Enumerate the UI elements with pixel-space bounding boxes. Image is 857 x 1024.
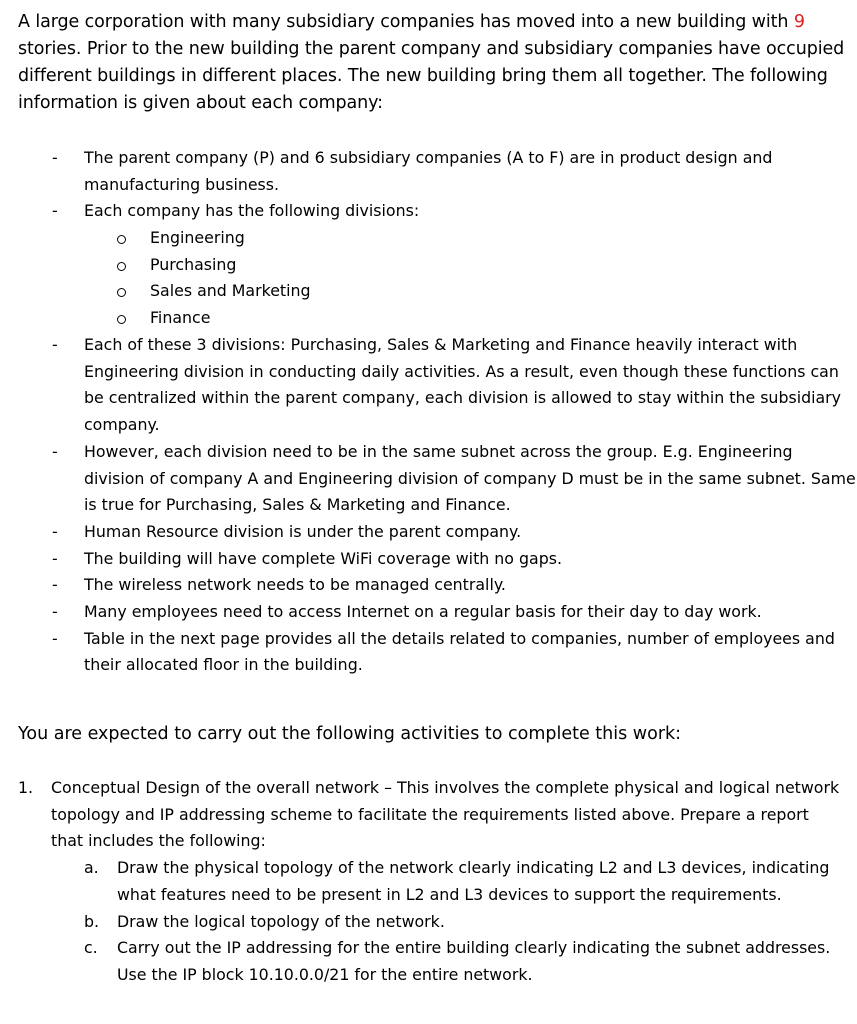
- requirement-text: Many employees need to access Internet on a regular basis for their day to day work.: [84, 602, 762, 622]
- requirement-text: The building will have complete WiFi coverage with no gaps.: [84, 548, 562, 568]
- requirements-list-continued: [0, 332, 857, 679]
- subtask-item: [51, 855, 843, 908]
- subtask-item: [51, 935, 843, 988]
- subtask-list: [51, 855, 843, 989]
- intro-highlight-number: 9: [793, 12, 805, 32]
- requirement-item: [0, 198, 857, 225]
- requirement-item: [0, 519, 857, 546]
- requirement-item: [0, 572, 857, 599]
- division-name: Engineering: [150, 228, 245, 247]
- subtask-item: [51, 909, 843, 936]
- requirement-text: Table in the next page provides all the details related to companies, number of employees and their allocated floor in the building.: [84, 628, 835, 675]
- hollow-circle-bullet-icon: [117, 315, 126, 324]
- requirement-text: However, each division need to be in the same subnet across the group. E.g. Engineering division of company A and Engineering division of company D must be in the same subnet. Same is true for Purchasing, Sales & Marketing and Finance.: [84, 441, 856, 515]
- activity-text: Conceptual Design of the overall network – This involves the complete physical and logical network topology and IP addressing scheme to facilitate the requirements listed above. Prepare a report that includes the following:: [51, 778, 840, 851]
- dash-marker: -: [52, 602, 58, 622]
- activities-heading: You are expected to carry out the following activities to complete this work:: [18, 724, 682, 744]
- intro-text-after: stories. Prior to the new building the parent company and subsidiary companies have occupied different buildings in different places. The new building bring them all together. The following information is given about each company:: [18, 39, 845, 113]
- requirement-item: [0, 599, 857, 626]
- dash-marker: -: [52, 628, 58, 648]
- requirements-list: [0, 145, 857, 225]
- subtask-text: Carry out the IP addressing for the entire building clearly indicating the subnet addresses. Use the IP block 10.10.0.0/21 for the entire network.: [117, 938, 831, 984]
- requirement-text: The wireless network needs to be managed centrally.: [84, 575, 506, 595]
- requirement-item: [0, 439, 857, 519]
- requirement-text: Each company has the following divisions:: [84, 201, 420, 221]
- activity-number: 1.: [18, 778, 34, 797]
- requirement-text: The parent company (P) and 6 subsidiary companies (A to F) are in product design and manufacturing business.: [84, 148, 773, 194]
- subtask-letter: a.: [84, 858, 99, 878]
- division-item: [0, 305, 857, 332]
- hollow-circle-bullet-icon: [117, 288, 126, 297]
- hollow-circle-bullet-icon: [117, 262, 126, 271]
- dash-marker: -: [52, 335, 58, 354]
- activities-list: [0, 775, 857, 989]
- divisions-list: [0, 225, 857, 332]
- requirement-item: [0, 546, 857, 573]
- requirement-text: Each of these 3 divisions: Purchasing, Sales & Marketing and Finance heavily interact with Engineering division in conducting daily activities. As a result, even though these functions can be centralized within the parent company, each division is allowed to stay within the subsidiary company.: [84, 335, 842, 435]
- hollow-circle-bullet-icon: [117, 235, 126, 244]
- dash-marker: -: [52, 441, 58, 461]
- requirement-text: Human Resource division is under the parent company.: [84, 521, 522, 541]
- dash-marker: -: [52, 548, 58, 568]
- requirement-item: [0, 145, 857, 198]
- division-item: [0, 252, 857, 279]
- intro-text-before: A large corporation with many subsidiary companies has moved into a new building with: [18, 12, 794, 32]
- dash-marker: -: [52, 521, 58, 541]
- dash-marker: -: [52, 201, 58, 221]
- division-item: [0, 278, 857, 305]
- subtask-letter: b.: [84, 911, 100, 931]
- dash-marker: -: [52, 575, 58, 595]
- division-name: Sales and Marketing: [150, 281, 311, 301]
- activity-item: [0, 775, 857, 989]
- division-name: Finance: [150, 308, 211, 328]
- division-item: [0, 225, 857, 252]
- division-name: Purchasing: [150, 254, 237, 274]
- subtask-text: Draw the physical topology of the network clearly indicating L2 and L3 devices, indicating what features need to be present in L2 and L3 devices to support the requirements.: [117, 858, 830, 904]
- requirement-item: [0, 332, 857, 439]
- subtask-text: Draw the logical topology of the network.: [117, 911, 445, 931]
- subtask-letter: c.: [84, 938, 98, 958]
- requirement-item: [0, 626, 857, 679]
- dash-marker: -: [52, 148, 58, 167]
- intro-paragraph: [18, 9, 848, 117]
